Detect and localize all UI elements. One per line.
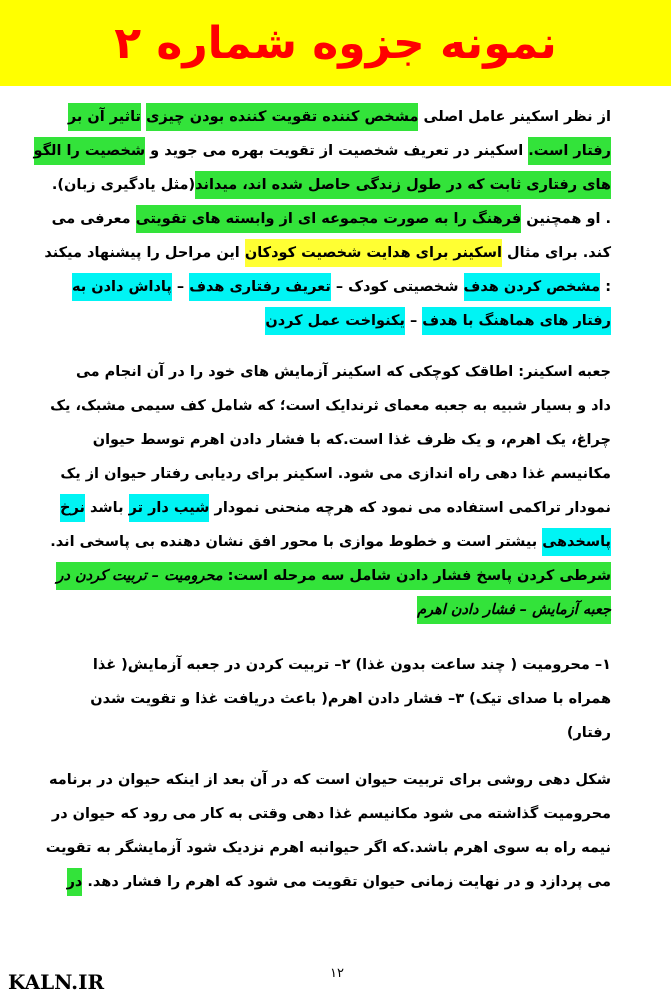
- text-line: [48, 763, 611, 797]
- text-segment: . او همچنین: [521, 211, 611, 227]
- text-line: [58, 716, 611, 750]
- text-line: [50, 389, 611, 423]
- text-line: [51, 797, 611, 831]
- text-line: [58, 593, 611, 627]
- text-segment: شکل دهی روشی برای تربیت حیوان است که در آن بعد از اینکه حیوان در برنامه: [48, 772, 611, 788]
- text-segment: اسکینر در تعریف شخصیت از تقویت بهره می جوید و: [145, 143, 529, 159]
- paragraph: [58, 648, 611, 750]
- text-segment: این مراحل را پیشنهاد میکند: [44, 245, 245, 261]
- text-line: [51, 202, 611, 236]
- text-line: [58, 648, 611, 682]
- highlighted-text: در: [67, 868, 83, 896]
- highlighted-text: جعبه آزمایش – فشار دادن اهرم: [417, 596, 611, 624]
- text-line: [58, 270, 611, 304]
- text-segment: می پردازد و در نهایت زمانی حیوان تقویت می شود که اهرم را فشار دهد.: [82, 874, 611, 890]
- text-line: [58, 423, 611, 457]
- page-number: ۱۲: [330, 966, 344, 981]
- highlighted-text: رفتار های هماهنگ با هدف: [422, 307, 611, 335]
- text-segment: (مثل یادگیری زبان).: [51, 177, 196, 193]
- highlighted-text: شخصیت را الگو: [34, 137, 146, 165]
- paragraph: [45, 763, 611, 899]
- text-segment: شخصیتی کودک –: [330, 279, 464, 295]
- highlighted-text: اسکینر برای هدایت شخصیت کودکان: [245, 239, 502, 267]
- highlighted-text: پاسخدهی: [542, 528, 611, 556]
- text-line: [58, 559, 611, 593]
- text-line: [58, 491, 611, 525]
- highlighted-text: فرهنگ را به صورت مجموعه ای از وابسته های تقویتی: [136, 205, 522, 233]
- text-segment: نمودار تراکمی استفاده می نمود که هرچه منحنی نمودار: [209, 500, 611, 516]
- text-segment: از نظر اسکینر عامل اصلی: [418, 109, 611, 125]
- paragraph: [50, 355, 611, 627]
- text-segment: رفتار): [566, 725, 611, 741]
- highlighted-text: شیب دار تر: [129, 494, 210, 522]
- text-segment: محرومیت گذاشته می شود مکانیسم غذا دهی وقتی به کار می رود که حیوان در: [51, 806, 611, 822]
- highlighted-text: مشخص کردن هدف: [464, 273, 601, 301]
- highlighted-text: نرخ: [60, 494, 85, 522]
- paragraph: [33, 100, 611, 338]
- text-segment: :: [600, 279, 611, 295]
- text-segment: –: [171, 279, 190, 295]
- highlighted-text: پاداش دادن به: [72, 273, 172, 301]
- text-segment: کند. برای مثال: [501, 245, 611, 261]
- highlighted-text: تاثیر آن بر: [68, 103, 141, 131]
- text-line: [58, 355, 611, 389]
- text-segment: جعبه اسکینر: اطاقک کوچکی که اسکینر آزمایش های خود را در آن انجام می: [75, 364, 611, 380]
- text-segment: نیمه راه به سوی اهرم باشد.که اگر حیوانبه اهرم نزدیک شود آزمایشگر به تقویت: [45, 840, 611, 856]
- highlighted-text: محرومیت – تربیت کردن در: [56, 562, 222, 590]
- text-segment: معرفی می: [51, 211, 136, 227]
- text-segment: همراه با صدای تیک) ۳– فشار دادن اهرم( باعث دریافت غذا و تقویت شدن: [90, 691, 611, 707]
- text-line: [44, 236, 611, 270]
- text-line: [50, 525, 611, 559]
- text-line: [58, 100, 611, 134]
- text-segment: مکانیسم غذا دهی راه اندازی می شود. اسکینر برای ردیابی رفتار حیوان از یک: [60, 466, 611, 482]
- text-segment: بیشتر است و خطوط موازی با محور افق نشان دهنده بی پاسخی اند.: [50, 534, 543, 550]
- highlighted-text: تعریف رفتاری هدف: [189, 273, 331, 301]
- text-line: [58, 865, 611, 899]
- text-line: [58, 304, 611, 338]
- highlighted-text: شرطی کردن پاسخ فشار دادن شامل سه مرحله است:: [223, 562, 611, 590]
- site-watermark-label: KALN.IR: [8, 970, 105, 994]
- text-segment: ۱– محرومیت ( چند ساعت بدون غذا) ۲– تربیت کردن در جعبه آزمایش( غذا: [92, 657, 611, 673]
- text-line: [33, 134, 611, 168]
- text-line: [58, 682, 611, 716]
- text-line: [58, 457, 611, 491]
- highlighted-text: یکنواخت عمل کردن: [265, 307, 405, 335]
- text-segment: داد و بسیار شبیه به جعبه معمای ثرندایک است؛ که شامل کف سیمی مشبک، یک: [50, 398, 611, 414]
- text-segment: باشد: [84, 500, 129, 516]
- text-line: [45, 831, 611, 865]
- highlighted-text: رفتار است.: [528, 137, 611, 165]
- highlighted-text: های رفتاری ثابت که در طول زندگی حاصل شده اند، میداند: [195, 171, 611, 199]
- page-title: نمونه جزوه شماره ۲: [114, 17, 557, 69]
- title-banner: [0, 0, 671, 86]
- text-segment: –: [404, 313, 423, 329]
- text-segment: چراغ، یک اهرم، و یک ظرف غذا است.که با فشار دادن اهرم توسط حیوان: [92, 432, 611, 448]
- text-line: [51, 168, 611, 202]
- highlighted-text: مشخص کننده تقویت کننده بودن چیزی: [146, 103, 418, 131]
